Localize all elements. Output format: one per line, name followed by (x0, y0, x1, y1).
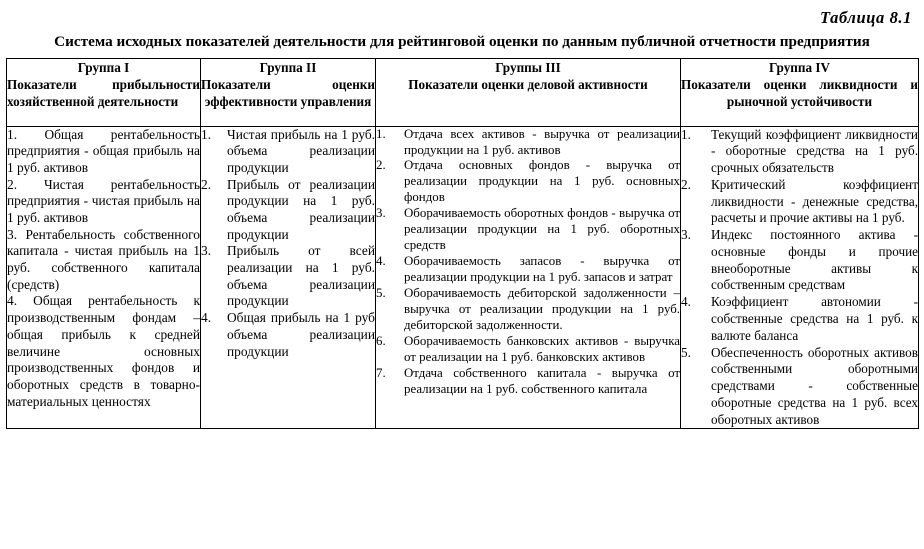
list-item (7, 177, 200, 227)
group-2-subtitle: Показатели оценки эффективности управления (201, 76, 375, 109)
item-number: 3. (7, 226, 18, 242)
list-item (376, 334, 680, 366)
item-text: Общая рентабельность предприятия - общая прибыль на 1 руб. активов (7, 126, 200, 175)
table-title: Система исходных показателей деятельности для рейтинговой оценки по данным публичной отчетности предприятия (54, 33, 870, 51)
item-number: 7. (376, 365, 386, 380)
item-number: 3. (681, 227, 691, 243)
list-item (376, 206, 680, 254)
item-number: 1. (681, 126, 691, 142)
table-body (7, 126, 919, 429)
indicator-list-group-1 (7, 127, 200, 411)
item-text: Индекс постоянного актива - основные фонды и прочие внеоборотные активы к собственным средствам (711, 227, 918, 293)
list-item (7, 127, 200, 177)
indicator-list-group-4 (681, 127, 918, 429)
item-text: Чистая рентабельность предприятия - чистая прибыль на 1 руб. активов (7, 176, 200, 226)
list-item (376, 127, 680, 159)
item-number: 1. (7, 126, 18, 142)
item-number: 2. (7, 176, 18, 192)
list-item (681, 227, 918, 294)
list-item (7, 293, 200, 410)
item-text: Критический коэффициент ликвидности - денежные средства, расчеты и прочие активы на 1 руб. (711, 176, 918, 226)
item-number: 3. (376, 206, 386, 221)
item-text: Рентабельность собственного капитала - чистая прибыль на 1 руб. собственного капитала (средств) (7, 226, 200, 292)
list-item (681, 294, 918, 344)
item-text: Отдача основных фондов - выручка от реализации продукции на 1 руб. основных фондов (404, 158, 680, 205)
table-number-caption: Таблица 8.1 (820, 8, 912, 27)
item-number: 2. (201, 176, 212, 192)
column-header-group-1 (7, 58, 201, 126)
list-item (376, 286, 680, 334)
indicator-list-group-2 (201, 127, 375, 361)
item-number: 4. (681, 294, 691, 310)
item-number: 1. (376, 126, 386, 141)
item-number: 6. (376, 333, 386, 348)
column-header-group-3 (376, 58, 681, 126)
list-item (681, 127, 918, 177)
item-text: Прибыль от всей реализации на 1 руб. объема реализации продукции (227, 243, 375, 309)
item-number: 3. (201, 243, 212, 259)
item-text: Оборачиваемость запасов - выручка от реализации продукции на 1 руб. запасов и затрат (404, 254, 680, 285)
indicators-table (6, 58, 919, 430)
list-item (7, 227, 200, 294)
list-item (201, 127, 375, 177)
group-3-label: Группы III (495, 59, 561, 75)
item-text: Общая прибыль на 1 руб объема реализации продукции (227, 310, 375, 359)
list-item (681, 177, 918, 227)
list-item (376, 158, 680, 206)
item-number: 2. (681, 176, 691, 192)
group-3-subtitle: Показатели оценки деловой активности (408, 76, 648, 92)
cell-group-2-indicators (201, 126, 376, 429)
item-number: 5. (681, 344, 691, 360)
item-text: Отдача собственного капитала - выручка от реализации на 1 руб. собственного капитала (404, 365, 680, 396)
list-item (376, 254, 680, 286)
table-header-row (7, 58, 919, 126)
item-text: Оборачиваемость оборотных фондов - выручка от реализации продукции на 1 руб. оборотных средств (404, 206, 680, 253)
item-text: Коэффициент автономии - собственные средства на 1 руб. к валюте баланса (711, 294, 918, 343)
list-item (201, 310, 375, 360)
item-text: Прибыль от реализации продукции на 1 руб. объема реализации продукции (227, 176, 375, 242)
list-item (201, 243, 375, 310)
item-number: 4. (201, 310, 212, 326)
item-number: 1. (201, 126, 212, 142)
item-text: Текущий коэффициент ликвидности - оборотные средства на 1 руб. срочных обязательств (711, 126, 918, 176)
item-text: Общая рентабельность к производственным фондам – общая прибыль к средней величине основных производственных фондов и оборотных средств в товарно-материальных ценностях (7, 293, 200, 409)
item-number: 2. (376, 158, 386, 173)
item-number: 5. (376, 285, 386, 300)
group-1-subtitle: Показатели прибыльности хозяйственной деятельности (7, 76, 200, 109)
item-text: Оборачиваемость банковских активов - выручка от реализации на 1 руб. банковских активов (404, 333, 680, 364)
cell-group-1-indicators (7, 126, 201, 429)
item-number: 4. (7, 293, 18, 309)
item-text: Отдача всех активов - выручка от реализации продукции на 1 руб. активов (404, 126, 680, 157)
group-4-label: Группа IV (768, 59, 831, 75)
cell-group-3-indicators (376, 126, 681, 429)
group-2-label: Группа II (259, 59, 317, 75)
column-header-group-2 (201, 58, 376, 126)
group-1-label: Группа I (77, 59, 130, 75)
item-text: Обеспеченность оборотных активов собственными оборотными средствами - собственные оборотные средства на 1 руб. всех оборотных активов (711, 344, 918, 427)
item-text: Оборачиваемость дебиторской задолженности – выручка от реализации продукции на 1 руб. дебиторской задолженности. (404, 285, 680, 332)
indicator-list-group-3 (376, 127, 680, 398)
list-item (681, 345, 918, 429)
group-4-subtitle: Показатели оценки ликвидности и рыночной устойчивости (681, 76, 918, 109)
item-text: Чистая прибыль на 1 руб. объема реализации продукции (227, 126, 375, 175)
cell-group-4-indicators (681, 126, 919, 429)
list-item (376, 366, 680, 398)
column-header-group-4 (681, 58, 919, 126)
list-item (201, 177, 375, 244)
item-number: 4. (376, 254, 386, 269)
